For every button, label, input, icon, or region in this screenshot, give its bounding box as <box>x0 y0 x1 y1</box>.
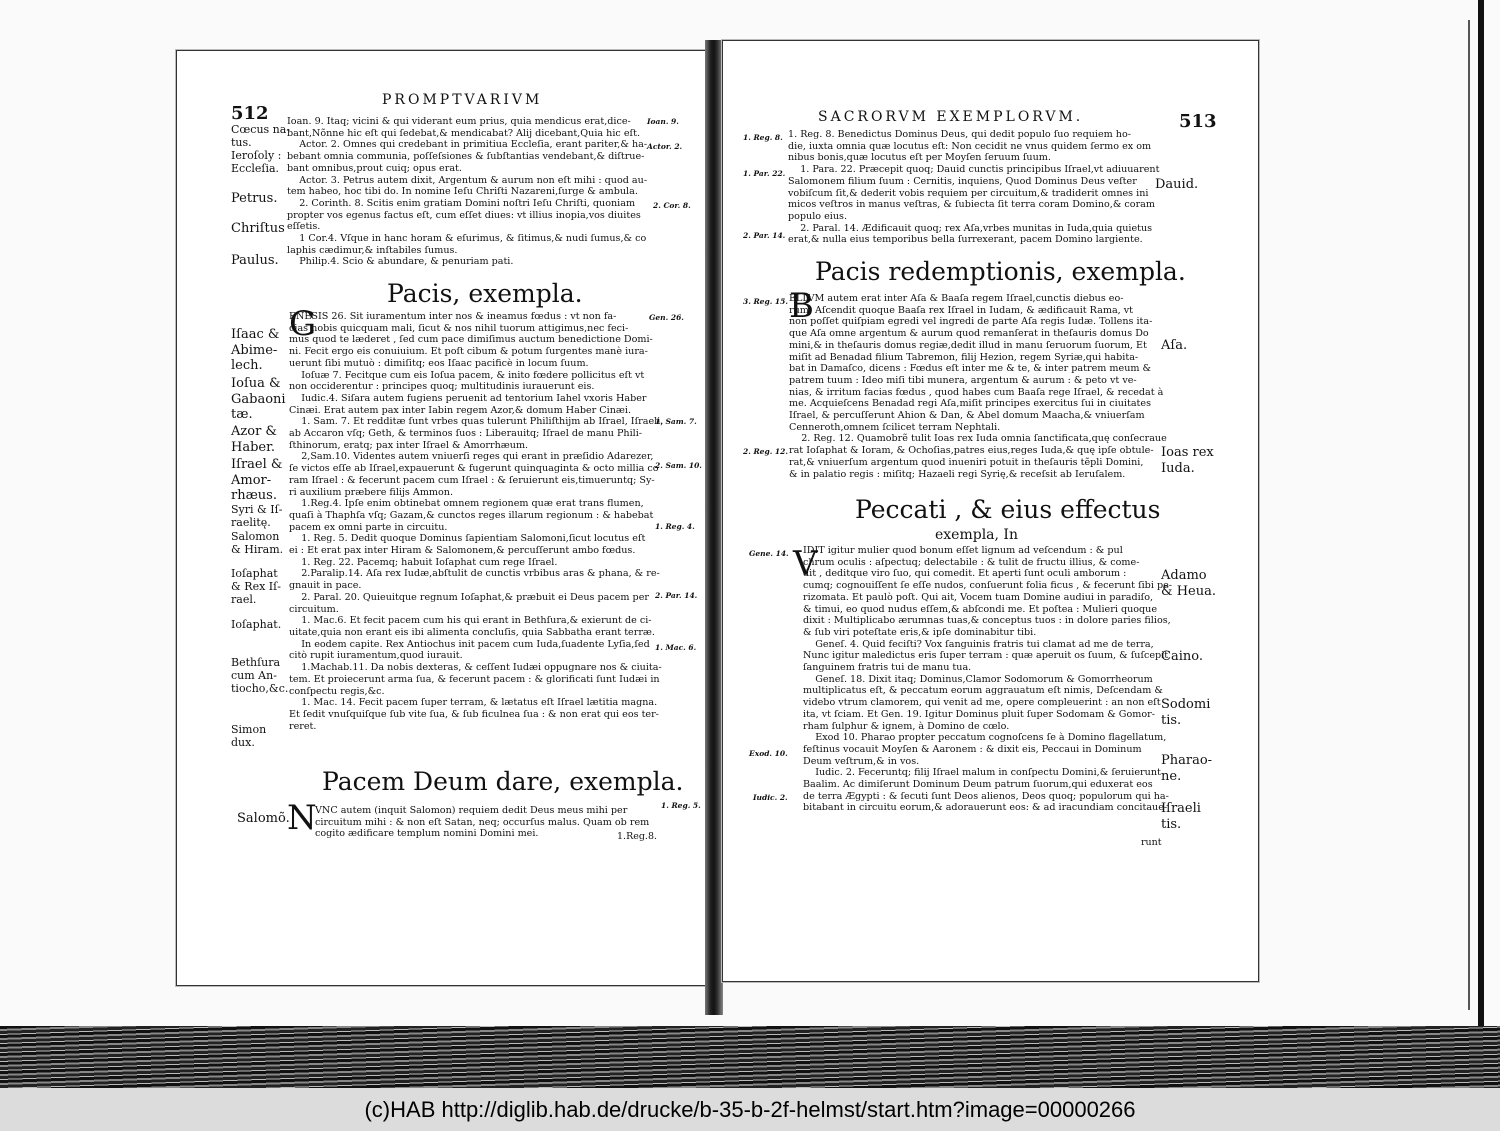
margin-note: Adamo & Heua. <box>1161 568 1216 599</box>
copyright-footer: (c)HAB http://diglib.hab.de/drucke/b-35-b-2f-helmst/start.htm?image=00000266 <box>0 1088 1500 1131</box>
margin-note: Iſraeli tis. <box>1161 801 1201 832</box>
margin-note: Bethſura cum An- tiocho,&c. <box>231 656 289 695</box>
margin-note: Iſrael & Amor- rhæus. <box>231 457 283 503</box>
margin-note: Caino. <box>1161 649 1203 664</box>
scripture-reference: 2. Cor. 8. <box>653 201 691 210</box>
drop-cap: B <box>789 286 814 326</box>
margin-note: Ioſua & Gabaoni tæ. <box>231 376 286 422</box>
margin-note: Simon dux. <box>231 723 267 749</box>
margin-note: Ioſaphat. <box>231 618 282 631</box>
scripture-reference: 1. Reg. 5. <box>661 801 701 810</box>
margin-note: Pharao- ne. <box>1161 753 1213 784</box>
section-heading: Pacis, exempla. <box>387 279 583 308</box>
margin-note: Iſaac & Abime- lech. <box>231 327 280 373</box>
right-page <box>722 40 1259 982</box>
section-heading: Peccati , & eius effectus <box>855 495 1161 524</box>
scan-edge <box>1478 0 1484 1030</box>
text-block: Ioan. 9. Itaq; vicini & qui viderant eum prius, quia mendicus erat,dice- bant,Nõnne hic eſt qui ſedebat,& mendicabat? Alij dicebant,Quia hic eſt. Actor. 2. Omnes qui credebant in primitiua Eccleſia, erant pariter,& ha- bebant omnia communia, poſſeſsiones & ſubſtantias vendebant,& diſtrue- bant omnibus,prout cuiq; opus erat. Actor. 3. Petrus autem dixit, Argentum & aurum non eſt mihi : quod au- tem habeo, hoc tibi do. In nomine Ieſu Chriſti Nazareni,ſurge & ambula. 2. Corinth. 8. Scitis enim gratiam Domini noſtri Ieſu Chriſti, quoniam propter vos egenus factus eſt, cum eſſet diues: vt illius inopia,vos diuites eſſetis. 1 Cor.4. Vſque in hanc horam & eſurimus, & ſitimus,& nudi ſumus,& co laphis cædimur,& inſtabiles ſumus. Philip.4. Scio & abundare, & penuriam pati. <box>287 116 648 268</box>
running-title: SACRORVM EXEMPLORVM. <box>818 109 1084 125</box>
scripture-reference: Iudic. 2. <box>753 793 788 802</box>
margin-note: Dauid. <box>1155 177 1199 192</box>
page-number: 512 <box>231 103 269 124</box>
margin-note: Ioſaphat & Rex Iſ- rael. <box>231 567 281 606</box>
margin-note: Azor & Haber. <box>231 424 277 455</box>
margin-note: Syri & Iſ- raelitę. <box>231 503 283 529</box>
margin-note: Salomon & Hiram. <box>231 530 284 556</box>
margin-note: Cœcus na- tus. <box>231 123 291 149</box>
text-block: 1. Reg. 8. Benedictus Dominus Deus, qui dedit populo ſuo requiem ho- die, iuxta omnia quæ locutus eſt: Non cecidit ne vnus quidem ſermo ex om nibus bonis,quæ locutus eſt per Moyſen ſeruum ſuum. 1. Para. 22. Præcepit quoq; Dauid cunctis principibus Iſrael,vt adiuuarent Salomonem filium ſuum : Cernitis, inquiens, Quod Dominus Deus veſter vobiſcum ſit,& dederit vobis requiem per circuitum,& tradiderit omnes ini micos veſtros in manus veſtras, & ſubiecta ſit terra coram Domino,& coram populo eius. 2. Paral. 14. Ædificauit quoq; rex Aſa,vrbes munitas in Iuda,quia quietus erat,& nulla eius temporibus bella ſurrexerant, pacem Domino largiente. <box>788 129 1160 246</box>
margin-note: Chriſtus <box>231 221 285 236</box>
scripture-reference: Exod. 10. <box>749 749 788 758</box>
scripture-reference: Gene. 14. <box>749 549 789 558</box>
sheet-edge <box>1468 20 1470 1010</box>
catchword: runt <box>1141 837 1162 848</box>
scripture-reference: 2. Par. 14. <box>743 231 786 240</box>
text-block: ELLVM autem erat inter Aſa & Baaſa regem Iſrael,cunctis diebus eo- rum. Aſcendit quoque Baaſa rex Iſrael in Iudam, & ædificauit Rama, vt non poſſet quiſpiam egredi vel ingredi de parte Aſa regis Iudæ. Tollens ita- que Aſa omne argentum & aurum quod remanſerat in theſauris domus Do mini,& in theſauris domus regiæ,dedit illud in manu ſeruorum ſuorum, Et miſit ad Benadad filium Tabremon, filij Hezion, regem Syriæ,qui habita- bat in Damaſco, dicens : Fœdus eſt inter me & te, & inter patrem meum & patrem tuum : Ideo miſi tibi munera, argentum & aurum : & peto vt ve- nias, & irritum facias fœdus , quod habes cum Baaſa rege Iſrael, & recedat à me. Acquieſcens Benadad regi Aſa,miſit principes exercitus ſui in ciuitates Iſrael, & percuſſerunt Ahion & Dan, & Abel domum Maacha,& vniuerſam Cenneroth,omnem ſcilicet terram Nephtali. 2. Reg. 12. Quamobrẽ tulit Ioas rex Iuda omnia ſanctificata,quę conſecraue rat Ioſaphat & Ioram, & Ochoſias,patres eius,reges Iuda,& quę ipſe obtule- rat,& vniuerſum argentum quod inueniri potuit in theſauris tẽpli Domini, & in palatio regis : miſitq; Hazaeli regi Syrię,& receſsit ab Ieruſalem. <box>789 293 1167 480</box>
scripture-reference: 1. Sam. 7. <box>655 417 697 426</box>
margin-note: Sodomi tis. <box>1161 697 1211 728</box>
page-number: 513 <box>1179 111 1217 132</box>
scripture-reference: 2. Par. 14. <box>655 591 698 600</box>
margin-note: Ioas rex Iuda. <box>1161 445 1214 476</box>
margin-note: Salomõ. <box>237 811 290 826</box>
margin-note: Petrus. <box>231 191 278 206</box>
catchword: 1.Reg.8. <box>617 831 658 842</box>
margin-note: Aſa. <box>1161 338 1188 353</box>
text-block: IDIT igitur mulier quod bonum eſſet lignum ad veſcendum : & pul chrum oculis : aſpectuq; delectabile : & tulit de fructu illius, & come- dit , deditque viro ſuo, qui comedit. Et aperti ſunt oculi amborum : cumq; cognouiſſent ſe eſſe nudos, conſuerunt folia ficus , & fecerunt ſibi pe- rizomata. Et paulò poſt. Qui ait, Vocem tuam Domine audiui in paradiſo, & timui, eo quod nudus eſſem,& abſcondi me. Et poſtea : Mulieri quoque dixit : Multiplicabo ærumnas tuas,& conceptus tuos : in dolore paries filios, & ſub viri poteſtate eris,& ipſe dominabitur tibi. Geneſ. 4. Quid feciſti? Vox ſanguinis fratris tui clamat ad me de terra, Nunc igitur maledictus eris ſuper terram : quæ aperuit os ſuum, & ſuſcepit ſanguinem fratris tui de manu tua. Geneſ. 18. Dixit itaq; Dominus,Clamor Sodomorum & Gomorrheorum multiplicatus eſt, & peccatum eorum aggrauatum eſt nimis, Deſcendam & videbo vtrum clamorem, qui venit ad me, opere compleuerint : an non eſt ita, vt ſciam. Et Gen. 19. Igitur Dominus pluit ſuper Sodomam & Gomor- rham ſulphur & ignem, à Domino de cœlo. Exod 10. Pharao propter peccatum cognoſcens ſe à Domino flagellatum, feſtinus vocauit Moyſen & Aaronem : & dixit eis, Peccaui in Dominum Deum veſtrum,& in vos. Iudic. 2. Feceruntq; filij Iſrael malum in conſpectu Domini,& ſeruierunt Baalim. Ac dimiſerunt Dominum Deum patrum ſuorum,qui eduxerat eos de terra Ægypti : & ſecuti ſunt Deos alienos, Deos quoq; populorum qui ha- bitabant in circuitu eorum,& adorauerunt eos: & ad iracundiam concitaue- <box>803 545 1173 814</box>
scripture-reference: Actor. 2. <box>647 142 683 151</box>
scripture-reference: 1. Mac. 6. <box>655 643 697 652</box>
scripture-reference: 2. Sam. 10. <box>655 461 702 470</box>
section-heading: Pacem Deum dare, exempla. <box>322 767 684 796</box>
left-page <box>176 50 708 986</box>
text-block: VNC autem (inquit Salomon) requiem dedit Deus meus mihi per circuitum mihi : & non eſt Satan, neq; occurſus malus. Quam ob rem cogito ædificare templum nomini Domini mei. <box>315 805 650 840</box>
margin-note: Paulus. <box>231 253 279 268</box>
section-subheading: exempla, In <box>935 527 1018 543</box>
running-title: PROMPTVARIVM <box>382 92 543 108</box>
page-stack-edge <box>0 1026 1500 1088</box>
drop-cap: G <box>289 304 317 344</box>
scripture-reference: 2. Reg. 12. <box>743 447 788 456</box>
book-gutter <box>705 40 723 1015</box>
scripture-reference: Ioan. 9. <box>647 117 679 126</box>
drop-cap: N <box>287 798 317 838</box>
drop-cap: V <box>793 544 818 584</box>
section-heading: Pacis redemptionis, exempla. <box>815 257 1186 286</box>
scripture-reference: 1. Reg. 8. <box>743 133 783 142</box>
text-block: ENESIS 26. Sit iuramentum inter nos & ineamus fœdus : vt non fa- cias nobis quicquam mali, ſicut & nos nihil tuorum attigimus,nec feci- mus quod te læderet , ſed cum pace dimiſimus auctum benedictione Domi- ni. Fecit ergo eis conuiuium. Et poſt cibum & potum ſurgentes manè iura- uerunt ſibi mutuò : dimiſitq; eos Iſaac pacificè in locum ſuum. Ioſuæ 7. Fecitque cum eis Ioſua pacem, & inito fœdere pollicitus eſt vt non occiderentur : principes quoq; multitudinis iurauerunt eis. Iudic.4. Siſara autem fugiens peruenit ad tentorium Iahel vxoris Haber Cinæi. Erat autem pax inter Iabin regem Azor,& domum Haber Cinæi. 1. Sam. 7. Et redditæ ſunt vrbes quas tulerunt Philiſthijm ab Iſrael, Iſraeli, ab Accaron vſq; Geth, & terminos ſuos : Liberauitq; Iſrael de manu Phili- ſthinorum, eratq; pax inter Iſrael & Amorrhæum. 2,Sam.10. Videntes autem vniuerſi reges qui erant in præſidio Adarezer, ſe victos eſſe ab Iſrael,expauerunt & fugerunt quinquaginta & octo millia co ram Iſrael : & fecerunt pacem cum Iſrael : & ſeruierunt eis,timueruntq; Sy- ri auxilium præbere filijs Ammon. 1.Reg.4. Ipſe enim obtinebat omnem regionem quæ erat trans flumen, quaſi à Thaphſa vſq; Gazam,& cunctos reges illarum regionum : & habebat pacem ex omni parte in circuitu. 1. Reg. 5. Dedit quoque Dominus ſapientiam Salomoni,ſicut locutus eſt ei : Et erat pax inter Hiram & Salomonem,& percuſſerunt ambo fœdus. 1. Reg. 22. Pacemq; habuit Ioſaphat cum rege Iſrael. 2.Paralip.14. Aſa rex Iudæ,abſtulit de cunctis vrbibus aras & phana, & re- gnauit in pace. 2. Paral. 20. Quieuitque regnum Ioſaphat,& præbuit ei Deus pacem per circuitum. 1. Mac.6. Et fecit pacem cum his qui erant in Bethſura,& exierunt de ci- uitate,quia non erant eis ibi alimenta concluſis, quia Sabbatha erant terræ. In eodem capite. Rex Antiochus init pacem cum Iuda,ſuadente Lyſia,ſed citò rupit iuramentum,quod iurauit. 1.Machab.11. Da nobis dexteras, & ceſſent Iudæi oppugnare nos & ciuita- tem. Et proiecerunt arma ſua, & fecerunt pacem : & glorificati ſunt Iudæi in conſpectu regis,&c. 1. Mac. 14. Fecit pacem ſuper terram, & lætatus eſt Iſrael lætitia magna. Et ſedit vnuſquiſque ſub vite ſua, & ſub ficulnea ſua : & non erat qui eos ter- reret. <box>289 311 664 732</box>
scripture-reference: Gen. 26. <box>649 313 684 322</box>
scripture-reference: 3. Reg. 15. <box>743 297 788 306</box>
scripture-reference: 1. Reg. 4. <box>655 522 695 531</box>
scripture-reference: 1. Par. 22. <box>743 169 786 178</box>
margin-note: Ieroſoly : Eccleſia. <box>231 149 282 175</box>
